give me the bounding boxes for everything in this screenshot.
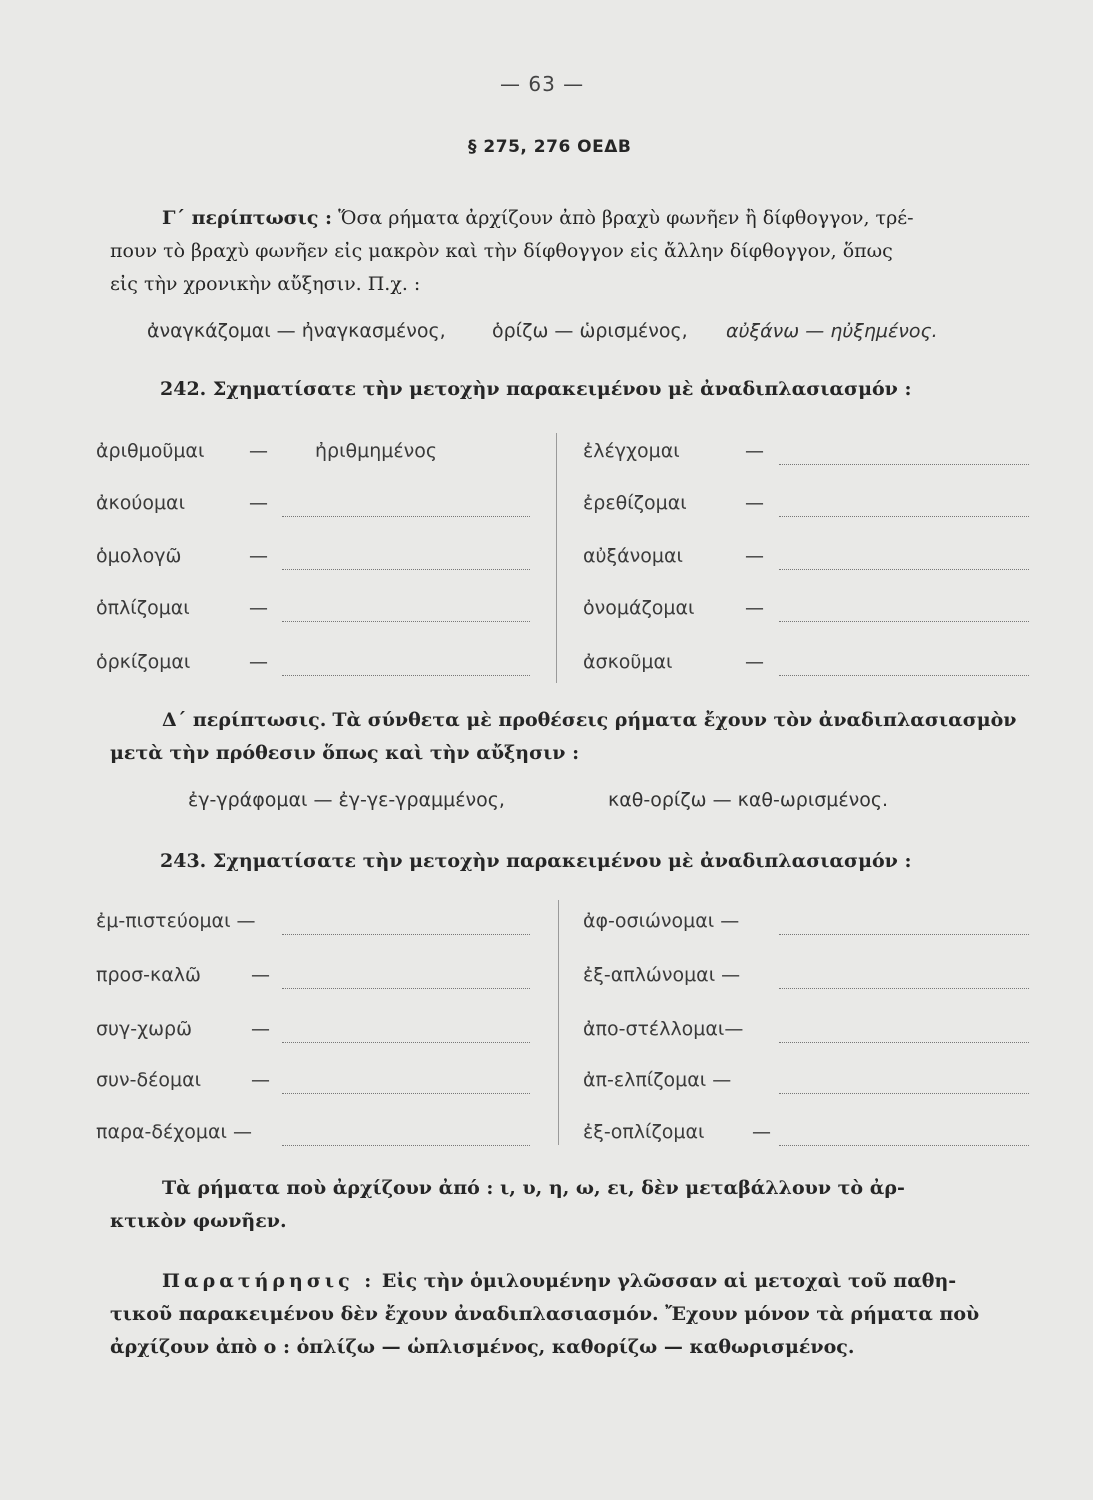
case-c-example-2: ὁρίζω — ὡρισμένος, xyxy=(492,320,688,342)
ex242-left-verb-3: ὁμολογῶ xyxy=(96,545,182,567)
ex242-left-dash-5: — xyxy=(249,651,268,673)
note-line2: τικοῦ παρακειμένου δὲν ἔχουν ἀναδιπλασιασμόν. Ἔχουν μόνον τὰ ρήματα ποὺ xyxy=(110,1303,980,1325)
ex243-left-verb-5: παρα-δέχομαι — xyxy=(96,1121,252,1143)
ex242-left-blank-5[interactable] xyxy=(282,675,530,676)
ex243-left-verb-4: συν-δέομαι xyxy=(96,1069,202,1091)
ex243-right-dash-5: — xyxy=(752,1121,771,1143)
ex243-left-blank-5[interactable] xyxy=(282,1145,530,1146)
ex243-right-blank-4[interactable] xyxy=(779,1093,1029,1094)
ex242-right-blank-5[interactable] xyxy=(779,675,1029,676)
ex243-right-verb-4: ἀπ-ελπίζομαι — xyxy=(583,1069,732,1091)
ex242-right-dash-1: — xyxy=(745,440,764,462)
ex242-right-blank-1[interactable] xyxy=(779,464,1029,465)
case-d-line1: Τὰ σύνθετα μὲ προθέσεις ρήματα ἔχουν τὸν ἀναδιπλασιασμὸν xyxy=(332,709,1017,731)
ex243-right-verb-5: ἐξ-οπλίζομαι xyxy=(583,1121,705,1143)
page-number: — 63 — xyxy=(500,72,585,96)
case-c-example-1: ἀναγκάζομαι — ἠναγκασμένος, xyxy=(147,320,446,342)
ex243-left-blank-1[interactable] xyxy=(282,934,530,935)
ex242-right-dash-4: — xyxy=(745,597,764,619)
ex243-left-verb-1: ἐμ-πιστεύομαι — xyxy=(96,910,256,932)
case-d-example-2: καθ-ορίζω — καθ-ωρισμένος. xyxy=(608,789,889,811)
ex242-right-blank-4[interactable] xyxy=(779,621,1029,622)
ex242-right-verb-3: αὐξάνομαι xyxy=(583,545,683,567)
rule-line1: Τὰ ρήματα ποὺ ἀρχίζουν ἀπό : ι, υ, η, ω, ει, δὲν μεταβάλλουν τὸ ἀρ- xyxy=(162,1177,905,1199)
ex243-left-dash-4: — xyxy=(251,1069,270,1091)
ex242-left-dash-4: — xyxy=(249,597,268,619)
note-line3: ἀρχίζουν ἀπὸ ο : ὁπλίζω — ὡπλισμένος, καθορίζω — καθωρισμένος. xyxy=(110,1336,855,1358)
ex243-left-dash-3: — xyxy=(251,1018,270,1040)
ex242-right-blank-3[interactable] xyxy=(779,569,1029,570)
ex243-right-blank-1[interactable] xyxy=(779,934,1029,935)
ex243-left-blank-3[interactable] xyxy=(282,1042,530,1043)
case-d-example-1: ἐγ-γράφομαι — ἐγ-γε-γραμμένος, xyxy=(188,789,505,811)
ex242-left-answer-1: ἠριθμημένος xyxy=(315,440,438,462)
ex242-left-blank-2[interactable] xyxy=(282,516,530,517)
ex243-left-blank-4[interactable] xyxy=(282,1093,530,1094)
ex242-right-blank-2[interactable] xyxy=(779,516,1029,517)
column-divider-2 xyxy=(558,900,559,1145)
ex242-left-dash-2: — xyxy=(249,492,268,514)
ex242-right-verb-2: ἐρεθίζομαι xyxy=(583,492,687,514)
ex243-left-blank-2[interactable] xyxy=(282,988,530,989)
case-c-example-3: αὐξάνω — ηὐξημένος. xyxy=(726,320,938,342)
ex243-right-verb-1: ἀφ-οσιώνομαι — xyxy=(583,910,740,932)
ex242-left-dash-1: — xyxy=(249,440,268,462)
ex243-right-blank-2[interactable] xyxy=(779,988,1029,989)
exercise-242-heading: 242. Σχηματίσατε τὴν μετοχὴν παρακειμένου μὲ ἀναδιπλασιασμόν : xyxy=(160,378,912,400)
ex243-right-blank-5[interactable] xyxy=(779,1145,1029,1146)
ex242-left-verb-2: ἀκούομαι xyxy=(96,492,186,514)
ex242-left-verb-5: ὁρκίζομαι xyxy=(96,651,191,673)
ex242-left-blank-3[interactable] xyxy=(282,569,530,570)
case-c-label: Γ΄ περίπτωσις : xyxy=(162,207,333,229)
ex242-left-dash-3: — xyxy=(249,545,268,567)
ex242-right-verb-4: ὀνομάζομαι xyxy=(583,597,695,619)
ex242-right-dash-5: — xyxy=(745,651,764,673)
note-label: Παρατήρησις : xyxy=(162,1270,376,1292)
ex243-left-verb-3: συγ-χωρῶ xyxy=(96,1018,192,1040)
ex242-right-dash-2: — xyxy=(745,492,764,514)
ex243-right-blank-3[interactable] xyxy=(779,1042,1029,1043)
ex243-right-verb-3: ἀπο-στέλλομαι— xyxy=(583,1018,744,1040)
ex242-right-dash-3: — xyxy=(745,545,764,567)
ex242-right-verb-5: ἀσκοῦμαι xyxy=(583,651,673,673)
case-c-line3: εἰς τὴν χρονικὴν αὔξησιν. Π.χ. : xyxy=(110,273,421,295)
ex242-right-verb-1: ἐλέγχομαι xyxy=(583,440,680,462)
exercise-243-heading: 243. Σχηματίσατε τὴν μετοχὴν παρακειμένου μὲ ἀναδιπλασιασμόν : xyxy=(160,850,912,872)
case-d-label: Δ΄ περίπτωσις. xyxy=(162,709,327,731)
case-c-line1: Ὅσα ρήματα ἀρχίζουν ἀπὸ βραχὺ φωνῆεν ἢ δίφθογγον, τρέ- xyxy=(338,207,914,229)
case-d-line2: μετὰ τὴν πρόθεσιν ὅπως καὶ τὴν αὔξησιν : xyxy=(110,742,580,764)
ex243-left-verb-2: προσ-καλῶ xyxy=(96,964,201,986)
rule-line2: κτικὸν φωνῆεν. xyxy=(110,1210,287,1232)
column-divider xyxy=(556,433,557,683)
ex242-left-verb-1: ἀριθμοῦμαι xyxy=(96,440,205,462)
ex243-left-dash-2: — xyxy=(251,964,270,986)
ex243-right-verb-2: ἐξ-απλώνομαι — xyxy=(583,964,741,986)
note-line1: Εἰς τὴν ὁμιλουμένην γλῶσσαν αἱ μετοχαὶ τοῦ παθη- xyxy=(381,1270,957,1292)
section-reference: § 275, 276 ΟΕΔΒ xyxy=(468,137,632,157)
ex242-left-verb-4: ὁπλίζομαι xyxy=(96,597,190,619)
ex242-left-blank-4[interactable] xyxy=(282,621,530,622)
case-c-line2: πουν τὸ βραχὺ φωνῆεν εἰς μακρὸν καὶ τὴν δίφθογγον εἰς ἄλλην δίφθογγον, ὅπως xyxy=(110,240,893,262)
